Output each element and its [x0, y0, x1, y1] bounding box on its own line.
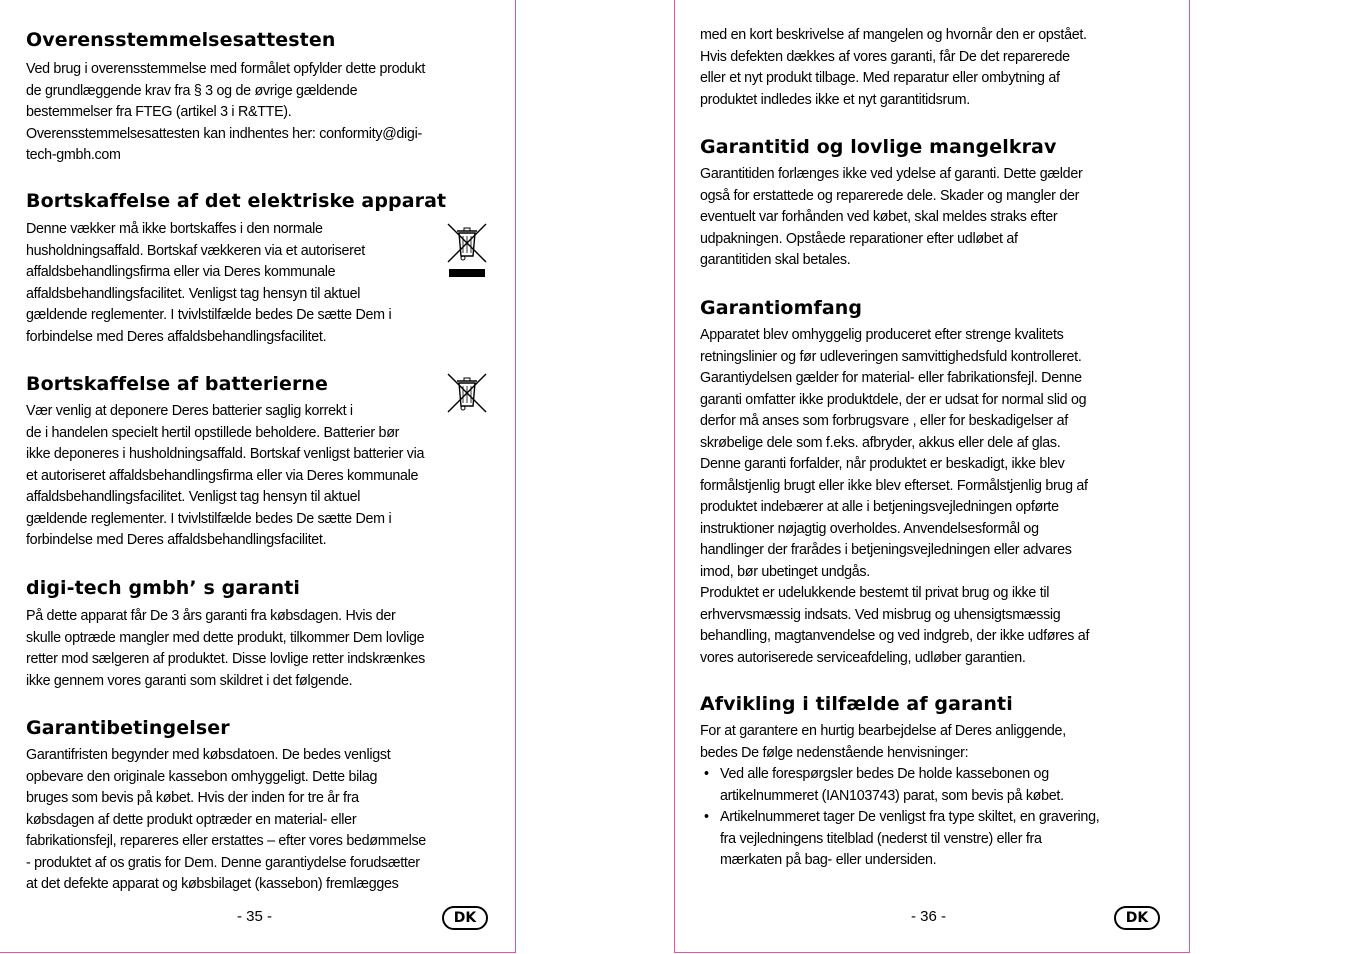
bullet-icon: •	[704, 809, 709, 825]
section-heading: Bortskaffelse af batterierne	[26, 373, 329, 395]
section-heading: Garantiomfang	[700, 297, 863, 319]
section-text: Apparatet blev omhyggelig produceret efter strenge kvalitets retningslinier og før udleveringen samvittighedsfuld kontrolleret. Garantiydelsen gælder for material- eller fabrikationsfejl. Denne garanti omfatter ikke produktdele, der er udsat for normal slid og derfor må anses som forbrugsvare , eller for beskadigelser af skrøbelige dele som f.eks. afbryder, akkus eller dele af glas. Denne garanti forfalder, når produktet er beskadigt, ikke blev formålstjenlig brugt eller ikke blev efterset. Formålstjenlig brug af produktet indebærer at alle i betjeningsvejledningen opførte instruktioner nøjagtig overholdes. Anvendelsesformål og handlinger der frarådes i betjeningsvejledningen eller advares imod, bør ubetinget undgås. Produktet er udelukkende bestemt til privat brug og ikke til erhvervsmæssig indsats. Ved misbrug og uhensigtsmæssig behandling, magtanvendelse og ved indgreb, der ikke udføres af vores autoriserede serviceafdeling, udløber garantien.	[700, 327, 1090, 666]
bullet-icon: •	[704, 766, 709, 782]
section-warranty-procedure	[700, 692, 1165, 872]
section-heading: Bortskaffelse af det elektriske apparat	[26, 190, 447, 212]
section-heading: digi-tech gmbh’ s garanti	[26, 577, 301, 599]
language-badge: DK	[442, 906, 488, 930]
section-text: På dette apparat får De 3 års garanti fra købsdagen. Hvis der skulle optræde mangler med dette produkt, tilkommer Dem lovlige retter mod sælgeren af produktet. Disse lovlige retter indskrænkes ikke gennem vores garanti som skildret i det følgende.	[26, 608, 425, 689]
section-heading: Garantibetingelser	[26, 717, 230, 739]
section-heading: Overensstemmelsesattesten	[26, 29, 336, 51]
page-number: - 35 -	[237, 908, 273, 925]
list-item: • Ved alle forespørgsler bedes De holde kassebonen og artikelnummeret (IAN103743) parat, som bevis på købet.	[704, 766, 1064, 804]
section-warranty-scope	[700, 296, 1165, 669]
page-footer	[26, 906, 491, 930]
section-text: Denne vækker må ikke bortskaffes i den normale husholdningsaffald. Bortskaf vækkeren via et autoriseret affaldsbehandlingsfirma eller via Deres kommunale affaldsbehandlingsfacilitet. Venligst tag hensyn til aktuel gældende reglementer. I tvivlstilfælde bedes De sætte Dem i forbindelse med Deres affaldsbehandlingsfacilitet.	[26, 221, 392, 345]
page-right	[674, 0, 1190, 953]
section-text: Garantitiden forlænges ikke ved ydelse af garanti. Dette gælder også for erstattede og reparerede dele. Skader og mangler der eventuelt var forhånden ved købet, skal meldes straks efter udpakningen. Opståede reparationer efter udløbet af garantitiden skal betales.	[700, 166, 1083, 268]
bullet-list	[700, 764, 1165, 872]
language-badge: DK	[1114, 906, 1160, 930]
section-battery-disposal	[26, 372, 491, 552]
list-item: • Artikelnummeret tager De venligst fra type skiltet, en gravering, fra vejledningens titelblad (nederst til venstre) eller fra mærkaten på bag- eller undersiden.	[704, 809, 1100, 868]
section-text: Ved brug i overensstemmelse med formålet opfylder dette produkt de grundlæggende krav fra § 3 og de øvrige gældende bestemmelser fra FTEG (artikel 3 i R&TTE). Overensstemmelsesattesten kan indhentes her: conformity@digi- tech-gmbh.com	[26, 61, 426, 163]
section-warranty-conditions	[26, 716, 491, 896]
crossed-out-bin-icon	[444, 220, 490, 284]
section-conformity	[26, 28, 491, 167]
section-warranty-period	[700, 135, 1165, 272]
section-text: Vær venlig at deponere Deres batterier saglig korrekt i de i handelen specielt hertil opstillede beholdere. Batterier bør ikke deponeres i husholdningsaffald. Bortskaf venligst batterier via et autoriseret affaldsbehandlingsfirma eller via Deres kommunale affaldsbehandlingsfacilitet. Venligst tag hensyn til aktuel gældende reglementer. I tvivlstilfælde bedes De sætte Dem i forbindelse med Deres affaldsbehandlingsfacilitet.	[26, 403, 425, 548]
crossed-out-bin-icon	[444, 370, 490, 420]
page-number: - 36 -	[911, 908, 947, 925]
section-text: med en kort beskrivelse af mangelen og hvornår den er opstået. Hvis defekten dækkes af vores garanti, får De det reparerede eller et nyt produkt tilbage. Med reparatur eller ombytning af produktet indledes ikke et nyt garantitidsrum.	[700, 27, 1087, 108]
section-continued-text	[700, 25, 1165, 111]
page-footer	[700, 906, 1165, 930]
section-text: For at garantere en hurtig bearbejdelse af Deres anliggende, bedes De følge nedenstående henvisninger:	[700, 723, 1066, 761]
section-heading: Garantitid og lovlige mangelkrav	[700, 136, 1057, 158]
page-left	[0, 0, 516, 953]
section-text: Garantifristen begynder med købsdatoen. De bedes venligst opbevare den originale kassebon omhyggeligt. Dette bilag bruges som bevis på købet. Hvis der inden for tre år fra købsdagen af dette produkt optræder en material- eller fabrikationsfejl, repareres eller erstattes – efter vores bedømmelse - produktet af os gratis for Dem. Denne garantiydelse forudsætter at det defekte apparat og købsbilaget (kassebon) fremlægges	[26, 747, 426, 892]
section-heading: Afvikling i tilfælde af garanti	[700, 693, 1013, 715]
section-warranty-intro	[26, 576, 491, 692]
section-device-disposal	[26, 189, 491, 348]
